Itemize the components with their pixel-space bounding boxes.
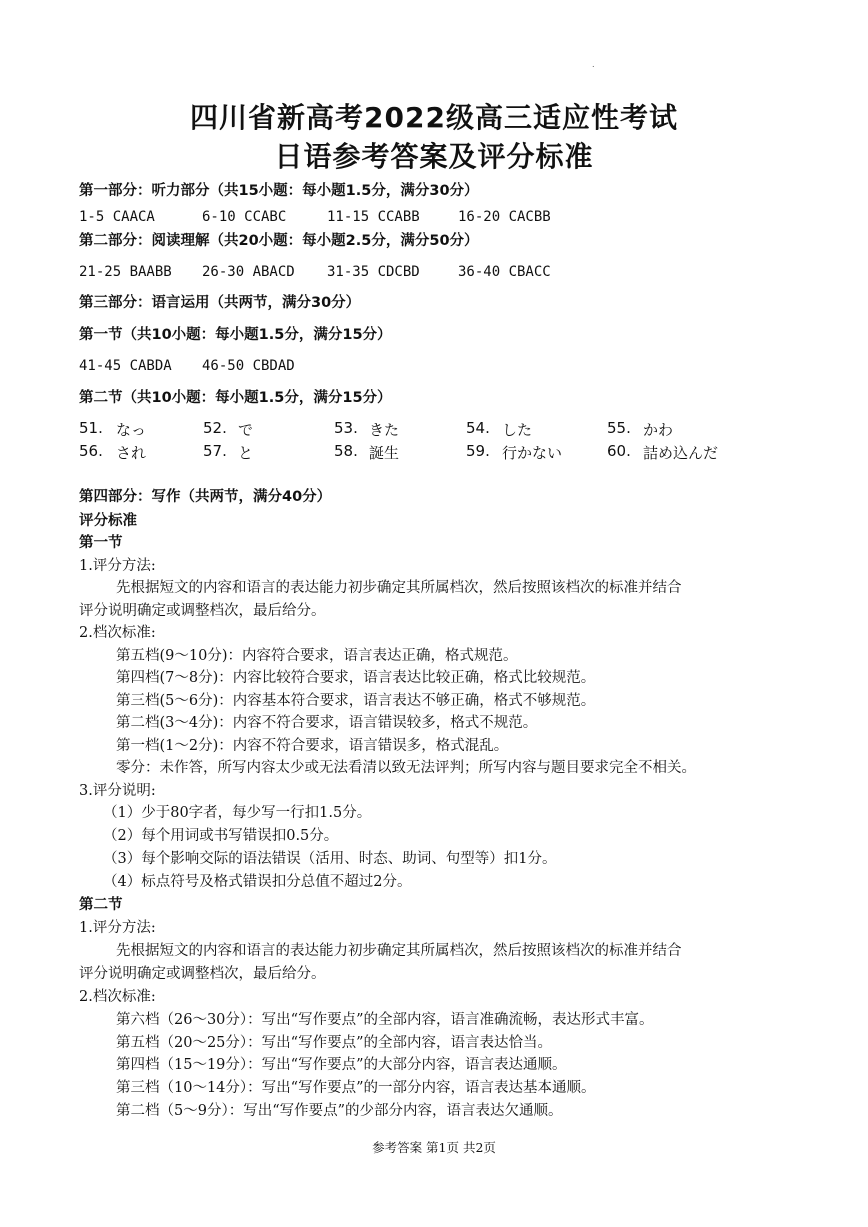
answer-text: で (238, 421, 254, 439)
answer-number: 52. (203, 419, 227, 437)
document-subtitle: 日语参考答案及评分标准 (274, 140, 594, 173)
section1-levels-title: 2.档次标准: (79, 625, 156, 641)
section2-level: 第六档（26～30分）：写出“写作要点”的全部内容，语言准确流畅，表达形式丰富。 (116, 1012, 654, 1028)
answer-number: 59. (466, 442, 490, 460)
part4-heading: 第四部分：写作（共两节，满分40分） (79, 489, 332, 505)
criteria-heading: 评分标准 (79, 513, 137, 529)
part2-answer: 36-40 CBACC (458, 264, 551, 280)
answer-number: 57. (203, 442, 227, 460)
answer-text: なっ (116, 421, 147, 439)
answer-number: 58. (334, 442, 358, 460)
section2-levels-title: 2.档次标准: (79, 989, 156, 1005)
part3-heading: 第三部分：语言运用（共两节，满分30分） (79, 295, 361, 311)
section2-level: 第五档（20～25分）：写出“写作要点”的全部内容，语言表达恰当。 (116, 1035, 552, 1051)
answer-number: 53. (334, 419, 358, 437)
part1-answer: 1-5 CAACA (79, 209, 155, 225)
section1-level: 第二档(3～4分)：内容不符合要求，语言错误较多，格式不规范。 (116, 715, 538, 731)
answer-text: と (238, 444, 254, 462)
page-footer: 参考答案 第1页 共2页 (372, 1140, 496, 1155)
part1-answer: 16-20 CACBB (458, 209, 551, 225)
section1-note: （2）每个用词或书写错误扣0.5分。 (103, 828, 339, 844)
section1-note: （3）每个影响交际的语法错误（活用、时态、助词、句型等）扣1分。 (103, 851, 557, 867)
section1-level: 第五档(9～10分)：内容符合要求，语言表达正确，格式规范。 (116, 648, 518, 664)
section1-heading: 第一节 (79, 535, 123, 551)
section1-note: （4）标点符号及格式错误扣分总值不超过2分。 (103, 874, 412, 890)
part3-section1-heading: 第一节（共10小题：每小题1.5分，满分15分） (79, 327, 392, 343)
answer-number: 54. (466, 419, 490, 437)
answer-number: 51. (79, 419, 103, 437)
section2-heading: 第二节 (79, 897, 123, 913)
part1-heading: 第一部分：听力部分（共15小题：每小题1.5分，满分30分） (79, 183, 479, 199)
part1-answer: 11-15 CCABB (327, 209, 420, 225)
part3-section1-answer: 41-45 CABDA (79, 358, 172, 374)
section1-level: 第三档(5～6分)：内容基本符合要求，语言表达不够正确，格式不够规范。 (116, 693, 596, 709)
section1-level: 第四档(7～8分)：内容比较符合要求，语言表达比较正确，格式比较规范。 (116, 670, 596, 686)
section1-method-text: 先根据短文的内容和语言的表达能力初步确定其所属档次，然后按照该档次的标准并结合 (116, 580, 682, 596)
section2-method-title: 1.评分方法: (79, 920, 156, 936)
answer-text: 詰め込んだ (643, 444, 719, 462)
section1-method-title: 1.评分方法: (79, 558, 156, 574)
section2-level: 第二档（5～9分）：写出“写作要点”的少部分内容，语言表达欠通顺。 (116, 1103, 563, 1119)
answer-number: 60. (607, 442, 631, 460)
answer-text: され (116, 444, 147, 462)
section2-method-text: 先根据短文的内容和语言的表达能力初步确定其所属档次，然后按照该档次的标准并结合 (116, 943, 682, 959)
part2-heading: 第二部分：阅读理解（共20小题：每小题2.5分，满分50分） (79, 233, 479, 249)
part2-answer: 26-30 ABACD (202, 264, 295, 280)
part2-answer: 31-35 CDCBD (327, 264, 420, 280)
section1-level: 第一档(1～2分)：内容不符合要求，语言错误多，格式混乱。 (116, 738, 509, 754)
part2-answer: 21-25 BAABB (79, 264, 172, 280)
section2-method-text: 评分说明确定或调整档次，最后给分。 (79, 966, 326, 982)
answer-text: きた (369, 421, 400, 439)
part3-section1-answer: 46-50 CBDAD (202, 358, 295, 374)
part1-answer: 6-10 CCABC (202, 209, 287, 225)
section1-notes-title: 3.评分说明: (79, 783, 156, 799)
answer-text: 行かない (502, 444, 563, 462)
document-title: 四川省新高考2022级高三适应性考试 (190, 101, 678, 134)
section1-method-text: 评分说明确定或调整档次，最后给分。 (79, 603, 326, 619)
answer-number: 55. (607, 419, 631, 437)
answer-number: 56. (79, 442, 103, 460)
section2-level: 第三档（10～14分）：写出“写作要点”的一部分内容，语言表达基本通顺。 (116, 1080, 596, 1096)
section1-level: 零分：未作答，所写内容太少或无法看清以致无法评判；所写内容与题目要求完全不相关。 (116, 760, 696, 776)
part3-section2-heading: 第二节（共10小题：每小题1.5分，满分15分） (79, 390, 392, 406)
corner-mark: . (592, 60, 595, 69)
answer-text: 誕生 (369, 444, 400, 462)
answer-text: かわ (643, 421, 674, 439)
answer-text: した (502, 421, 533, 439)
section1-note: （1）少于80字者，每少写一行扣1.5分。 (103, 805, 372, 821)
section2-level: 第四档（15～19分）：写出“写作要点”的大部分内容，语言表达通顺。 (116, 1057, 567, 1073)
